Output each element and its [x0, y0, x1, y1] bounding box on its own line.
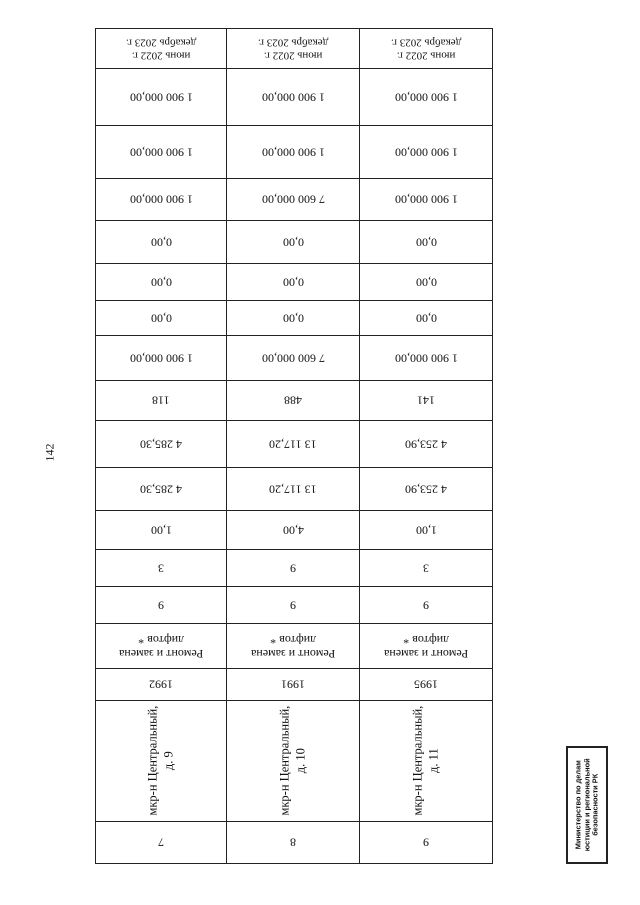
index-cell	[360, 822, 492, 863]
table-row	[360, 29, 492, 863]
total-cost-cell	[227, 336, 359, 381]
address-cell	[360, 701, 492, 822]
cost-text: 1 900 000,00	[129, 192, 193, 207]
work-type-cell	[227, 624, 359, 669]
stamp-line: юстиции и региональной	[581, 758, 591, 852]
area-text: 4 253,90	[405, 482, 447, 497]
floors-text: 9	[290, 598, 296, 613]
total-cost-text: 7 600 000,00	[261, 351, 325, 366]
lifts-count-cell	[360, 511, 492, 550]
zero-cell	[227, 264, 359, 301]
index-text: 7	[158, 835, 164, 850]
total-cost-cell	[96, 336, 226, 381]
zero-cell	[360, 264, 492, 301]
index-text: 9	[423, 835, 429, 850]
year-cell	[360, 669, 492, 701]
area-cell	[96, 421, 226, 468]
floors-cell	[96, 587, 226, 624]
work-type-text: Ремонт и замена лифтов *	[250, 632, 336, 661]
count-cell	[96, 381, 226, 421]
area-cell	[360, 421, 492, 468]
lifts-count-text: 1,00	[415, 523, 437, 538]
lifts-count-text: 4,00	[282, 523, 304, 538]
count-text: 488	[284, 393, 302, 408]
area-text: 13 117,20	[269, 482, 317, 497]
address-text: мкр-н Центральный, д. 10	[277, 706, 307, 816]
entrances-cell	[227, 550, 359, 587]
count-text: 141	[417, 393, 435, 408]
address-text: мкр-н Центральный, д. 11	[410, 706, 440, 816]
cost-cell	[96, 126, 226, 179]
area-cell	[360, 468, 492, 511]
zero-text: 0,00	[150, 311, 172, 326]
period-cell	[227, 29, 359, 69]
area-text: 4 253,90	[405, 437, 447, 452]
address-text: мкр-н Центральный, д. 9	[145, 706, 175, 816]
cost-text: 1 900 000,00	[261, 145, 325, 160]
zero-cell	[96, 301, 226, 336]
stamp-line: безопасности РК	[590, 773, 600, 837]
floors-text: 9	[423, 598, 429, 613]
area-text: 4 285,30	[140, 482, 182, 497]
count-cell	[360, 381, 492, 421]
period-cell	[360, 29, 492, 69]
work-type-cell	[360, 624, 492, 669]
zero-text: 0,00	[415, 235, 437, 250]
cost-cell	[227, 126, 359, 179]
stamp-line: Министерство по делам	[573, 760, 583, 850]
zero-text: 0,00	[150, 235, 172, 250]
cost-cell	[227, 179, 359, 221]
page-number: 142	[42, 443, 57, 462]
total-cost-text: 1 900 000,00	[129, 351, 193, 366]
cost-cell	[227, 69, 359, 126]
period-text: июнь 2022 г. декабрь 2023 г.	[257, 36, 329, 62]
zero-text: 0,00	[415, 311, 437, 326]
zero-text: 0,00	[282, 275, 304, 290]
cost-text: 1 900 000,00	[394, 192, 458, 207]
index-text: 8	[290, 835, 296, 850]
lifts-count-text: 1,00	[150, 523, 172, 538]
zero-cell	[360, 301, 492, 336]
zero-cell	[360, 221, 492, 264]
lifts-count-cell	[227, 511, 359, 550]
table-row	[227, 29, 360, 863]
area-text: 13 117,20	[269, 437, 317, 452]
work-type-text: Ремонт и замена лифтов *	[118, 632, 204, 661]
year-text: 1991	[281, 677, 305, 692]
ministry-stamp	[566, 746, 608, 864]
entrances-cell	[96, 550, 226, 587]
floors-cell	[227, 587, 359, 624]
year-text: 1995	[414, 677, 438, 692]
entrances-cell	[360, 550, 492, 587]
stamp-text	[574, 759, 600, 852]
zero-text: 0,00	[282, 311, 304, 326]
cost-text: 7 600 000,00	[261, 192, 325, 207]
cost-text: 1 900 000,00	[394, 145, 458, 160]
zero-cell	[227, 221, 359, 264]
address-cell	[96, 701, 226, 822]
floors-cell	[360, 587, 492, 624]
cost-text: 1 900 000,00	[394, 90, 458, 105]
address-cell	[227, 701, 359, 822]
total-cost-text: 1 900 000,00	[394, 351, 458, 366]
index-cell	[96, 822, 226, 863]
cost-text: 1 900 000,00	[129, 90, 193, 105]
year-cell	[227, 669, 359, 701]
zero-cell	[227, 301, 359, 336]
area-cell	[96, 468, 226, 511]
cost-cell	[360, 69, 492, 126]
lifts-count-cell	[96, 511, 226, 550]
table-row	[96, 29, 227, 863]
year-cell	[96, 669, 226, 701]
index-cell	[227, 822, 359, 863]
year-text: 1992	[149, 677, 173, 692]
area-cell	[227, 421, 359, 468]
period-cell	[96, 29, 226, 69]
zero-text: 0,00	[150, 275, 172, 290]
work-type-cell	[96, 624, 226, 669]
entrances-text: 3	[423, 561, 429, 576]
count-text: 118	[152, 393, 170, 408]
cost-text: 1 900 000,00	[129, 145, 193, 160]
cost-text: 1 900 000,00	[261, 90, 325, 105]
count-cell	[227, 381, 359, 421]
cost-cell	[96, 69, 226, 126]
entrances-text: 3	[158, 561, 164, 576]
area-cell	[227, 468, 359, 511]
cost-cell	[360, 126, 492, 179]
zero-cell	[96, 264, 226, 301]
entrances-text: 9	[290, 561, 296, 576]
area-text: 4 285,30	[140, 437, 182, 452]
zero-cell	[96, 221, 226, 264]
lifts-table	[95, 28, 493, 864]
period-text: июнь 2022 г. декабрь 2023 г.	[390, 36, 462, 62]
zero-text: 0,00	[415, 275, 437, 290]
cost-cell	[96, 179, 226, 221]
period-text: июнь 2022 г. декабрь 2023 г.	[125, 36, 197, 62]
work-type-text: Ремонт и замена лифтов *	[383, 632, 469, 661]
zero-text: 0,00	[282, 235, 304, 250]
total-cost-cell	[360, 336, 492, 381]
floors-text: 9	[158, 598, 164, 613]
cost-cell	[360, 179, 492, 221]
